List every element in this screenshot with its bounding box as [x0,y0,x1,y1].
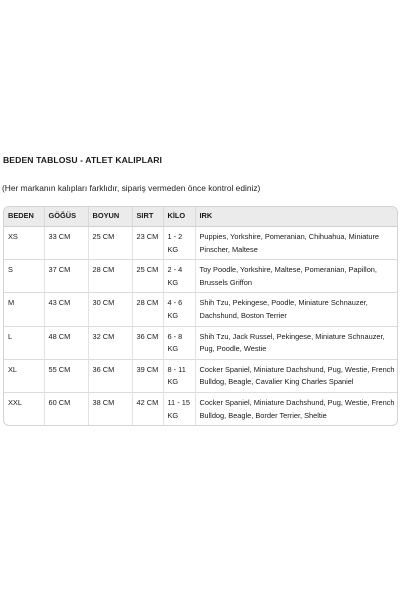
table-row [4,326,397,359]
cell-chest: 33 CM [44,227,88,260]
cell-size: XS [4,227,44,260]
size-table [4,207,397,425]
table-row [4,260,397,293]
cell-size: XL [4,359,44,392]
cell-weight: 1 - 2 KG [163,227,195,260]
cell-neck: 28 CM [88,260,132,293]
cell-weight: 11 - 15 KG [163,392,195,425]
table-row [4,392,397,425]
cell-breed: Shih Tzu, Jack Russel, Pekingese, Miniature Schnauzer, Pug, Poodle, Westie [195,326,397,359]
cell-size: S [4,260,44,293]
cell-neck: 25 CM [88,227,132,260]
cell-back: 23 CM [132,227,163,260]
cell-back: 42 CM [132,392,163,425]
cell-back: 28 CM [132,293,163,326]
cell-chest: 48 CM [44,326,88,359]
header-sirt: SIRT [132,207,163,227]
cell-chest: 60 CM [44,392,88,425]
cell-weight: 4 - 6 KG [163,293,195,326]
table-header-row [4,207,397,227]
cell-chest: 43 CM [44,293,88,326]
table-row [4,227,397,260]
cell-back: 25 CM [132,260,163,293]
header-irk: IRK [195,207,397,227]
header-gogus: GÖĞÜS [44,207,88,227]
cell-neck: 32 CM [88,326,132,359]
cell-breed: Shih Tzu, Pekingese, Poodle, Miniature Schnauzer, Dachshund, Boston Terrier [195,293,397,326]
page-subtitle: (Her markanın kalıpları farklıdır, sipariş vermeden önce kontrol ediniz) [2,183,261,193]
cell-size: L [4,326,44,359]
cell-chest: 37 CM [44,260,88,293]
header-boyun: BOYUN [88,207,132,227]
cell-weight: 2 - 4 KG [163,260,195,293]
cell-neck: 30 CM [88,293,132,326]
cell-neck: 36 CM [88,359,132,392]
cell-weight: 8 - 11 KG [163,359,195,392]
header-kilo: KİLO [163,207,195,227]
table-row [4,359,397,392]
cell-back: 36 CM [132,326,163,359]
size-table-container [3,206,398,426]
cell-weight: 6 - 8 KG [163,326,195,359]
cell-chest: 55 CM [44,359,88,392]
header-beden: BEDEN [4,207,44,227]
cell-size: XXL [4,392,44,425]
cell-back: 39 CM [132,359,163,392]
cell-breed: Puppies, Yorkshire, Pomeranian, Chihuahua, Miniature Pinscher, Maltese [195,227,397,260]
cell-breed: Cocker Spaniel, Miniature Dachshund, Pug, Westie, French Bulldog, Beagle, Border Terrier, Sheltie [199,397,395,420]
cell-breed: Toy Poodle, Yorkshire, Maltese, Pomeranian, Papillon, Brussels Griffon [195,260,397,293]
cell-breed: Cocker Spaniel, Miniature Dachshund, Pug, Westie, French Bulldog, Beagle, Cavalier King Charles Spaniel [195,359,397,392]
table-row [4,293,397,326]
page-title: BEDEN TABLOSU - ATLET KALIPLARI [3,155,163,165]
cell-size: M [4,293,44,326]
cell-neck: 38 CM [88,392,132,425]
